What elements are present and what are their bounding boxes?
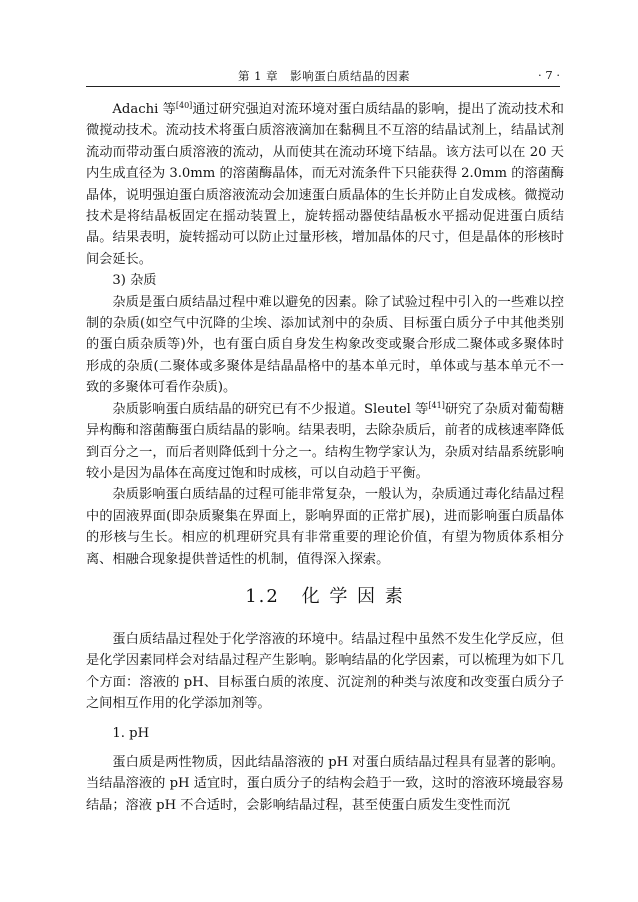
subheading-impurity: 3) 杂质 <box>112 273 157 289</box>
body-block-1 <box>86 99 564 570</box>
paragraph-text: 研究了杂质对葡萄糖异构酶和溶菌酶蛋白质结晶的影响。结果表明，去除杂质后，前者的成核速率降低到百分之一，而后者则降低到十分之一。结构生物学家认为，杂质对结晶系统影响较小是因为晶体在高度过饱和时成核，可以自动趋于平衡。 <box>86 401 565 481</box>
paragraph-ph: 蛋白质是两性物质，因此结晶溶液的 pH 对蛋白质结晶过程具有显著的影响。当结晶溶液的 pH 适宜时，蛋白质分子的结构会趋于一致，这时的溶液环境最容易结晶；溶液 pH 不合适时，会影响结晶过程，甚至使蛋白质发生变性而沉 <box>86 755 564 813</box>
subheading-ph: 1. pH <box>112 725 150 741</box>
section-number: 1.2 <box>245 586 280 607</box>
paragraph-text: Adachi 等 <box>112 102 176 117</box>
paragraph-impurity-mechanism: 杂质影响蛋白质结晶的过程可能非常复杂，一般认为，杂质通过毒化结晶过程中的固液界面(即杂质聚集在界面上，影响界面的正常扩展)，进而影响蛋白质晶体的形核与生长。相应的机理研究具有非常重要的理论价值，有望为物质体系相分离、相融合现象提供普适性的机制，值得深入探索。 <box>86 487 564 567</box>
chapter-title: 第 1 章 影响蛋白质结晶的因素 <box>238 69 411 83</box>
paragraph-sleutel <box>86 399 564 485</box>
paragraph-impurity-intro: 杂质是蛋白质结晶过程中难以避免的因素。除了试验过程中引入的一些难以控制的杂质(如空气中沉降的尘埃、添加试剂中的杂质、目标蛋白质分子中其他类别的蛋白质杂质等)外，也有蛋白质自身发生构象改变或聚合形成二聚体或多聚体时形成的杂质(二聚体或多聚体是结晶晶格中的基本单元时，单体或与基本单元不一致的多聚体可看作杂质)。 <box>86 294 564 396</box>
paragraph-text: 杂质影响蛋白质结晶的研究已有不少报道。Sleutel 等 <box>112 401 429 417</box>
paragraph-text: 通过研究强迫对流环境对蛋白质结晶的影响，提出了流动技术和微搅动技术。流动技术将蛋白质溶液滴加在黏稠且不互溶的结晶试剂上，结晶试剂流动而带动蛋白质溶液的流动，从而使其在流动环境下结晶。该方法可以在 20 天内生成直径为 3.0mm 的溶菌酶晶体，而无对流条件下只能获得 2.0mm 的溶菌酶晶体，说明强迫蛋白质溶液流动会加速蛋白质晶体的生长并防止自发成核。微搅动技术是将结晶板固定在摇动装置上，旋转摇动器使结晶板水平摇动促进蛋白质结晶。结果表明，旋转摇动可以防止过量形核，增加晶体的尺寸，但是晶体的形核时间会延长。 <box>86 102 564 267</box>
body-block-2 <box>86 629 564 816</box>
page-number: · 7 · <box>538 68 560 82</box>
section-title-text: 化 学 因 素 <box>301 586 405 607</box>
citation-ref: [40] <box>175 101 193 110</box>
paragraph-chemical-factors: 蛋白质结晶过程处于化学溶液的环境中。结晶过程中虽然不发生化学反应，但是化学因素同样会对结晶过程产生影响。影响结晶的化学因素，可以梳理为如下几个方面：溶液的 pH、目标蛋白质的浓度、沉淀剂的种类与浓度和改变蛋白质分子之间相互作用的化学添加剂等。 <box>86 632 564 712</box>
citation-ref: [41] <box>428 400 445 410</box>
running-header <box>86 66 560 87</box>
paragraph-adachi <box>86 99 564 270</box>
section-heading <box>86 582 564 608</box>
